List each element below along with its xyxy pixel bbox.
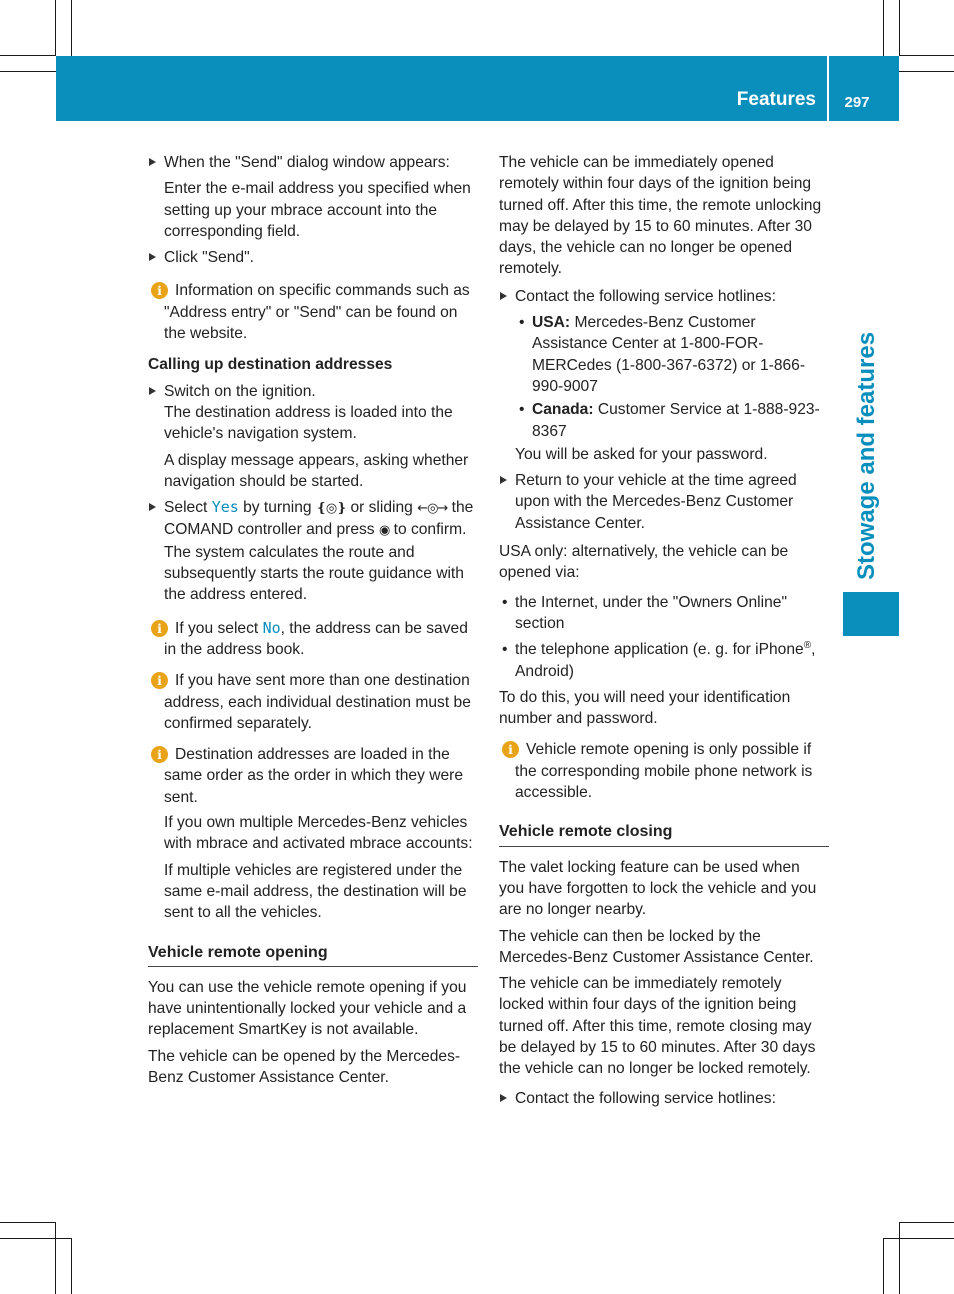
paragraph: The vehicle can be immediately remotely locked within four days of the ignition being turned off. After this time, remote closing may be delayed by 15 to 60 minutes. After 30 days the vehicle can no longer be locked remotely.	[499, 975, 816, 1078]
paragraph: You can use the vehicle remote opening if you have unintentionally locked your vehicle and a replacement SmartKey is not available.	[148, 978, 467, 1039]
instruction-step	[148, 497, 478, 542]
list-item-text: , Android)	[515, 641, 816, 680]
crop-mark	[899, 71, 954, 72]
right-column	[499, 152, 829, 1114]
instruction-step: Contact the following service hotlines:	[499, 286, 829, 307]
paragraph: The vehicle can then be locked by the Mercedes-Benz Customer Assistance Center.	[499, 927, 814, 966]
crop-mark	[0, 1222, 56, 1223]
list-item-text: the telephone application (e. g. for iPhone	[515, 641, 804, 659]
step-text: the COMAND controller and press	[164, 499, 474, 539]
note-text: If you select	[175, 619, 259, 637]
list-item	[499, 639, 829, 682]
region-label: Canada:	[532, 401, 594, 419]
list-item	[499, 399, 829, 442]
list-item: • the Internet, under the "Owners Online" section	[499, 592, 829, 635]
note-text: , the address can be saved in the address book.	[164, 619, 468, 658]
info-note	[499, 739, 829, 803]
step-detail: The system calculates the route and subsequently starts the route guidance with the address entered.	[164, 543, 464, 604]
chapter-tab-marker	[843, 592, 899, 636]
info-icon: i	[151, 282, 168, 299]
crop-mark	[55, 0, 56, 56]
step-text: by turning	[243, 499, 312, 517]
info-icon: i	[151, 672, 168, 689]
step-text: to confirm.	[393, 521, 467, 539]
page-title: Features	[736, 89, 816, 110]
step-detail: A display message appears, asking whether navigation should be started.	[164, 451, 469, 490]
section-heading: Vehicle remote opening	[148, 942, 478, 967]
paragraph: The vehicle can be immediately opened remotely within four days of the ignition being turned off. After this time, the remote unlocking may be delayed by 15 to 60 minutes. After 30 days, the vehicle can no longer be opened remotely.	[499, 154, 822, 278]
slide-controller-icon: ←◎→	[417, 501, 448, 517]
subheading: Calling up destination addresses	[148, 356, 393, 374]
list-item	[499, 312, 829, 397]
instruction-step: When the "Send" dialog window appears:	[148, 152, 478, 173]
crop-mark	[899, 0, 900, 56]
instruction-step: Contact the following service hotlines:	[499, 1088, 829, 1109]
note-text: Information on specific commands such as "Address entry" or "Send" can be found on the website.	[164, 282, 470, 343]
info-note	[148, 744, 478, 808]
region-label: USA:	[532, 314, 571, 332]
section-heading: Vehicle remote closing	[499, 821, 829, 846]
note-detail: If multiple vehicles are registered under the same e-mail address, the destination will be sent to all the vehicles.	[164, 861, 467, 922]
crop-mark	[0, 1238, 72, 1239]
crop-mark	[899, 55, 954, 56]
display-option-no: No	[262, 618, 281, 637]
press-controller-icon: ◉	[378, 523, 390, 539]
list-item-text: Mercedes-Benz Customer Assistance Center at 1-800-FOR-MERCedes (1-800-367-6372) or 1-866-990-9007	[532, 314, 806, 395]
note-detail: If you own multiple Mercedes-Benz vehicles with mbrace and activated mbrace accounts:	[164, 814, 473, 853]
info-note	[148, 280, 478, 344]
instruction-step: Return to your vehicle at the time agreed upon with the Mercedes-Benz Customer Assistance Center.	[499, 470, 829, 534]
crop-mark	[71, 1238, 72, 1294]
crop-mark	[0, 71, 56, 72]
step-detail: The destination address is loaded into the vehicle's navigation system.	[164, 403, 453, 443]
instruction-step: Click "Send".	[148, 247, 478, 268]
turn-controller-icon: ❴◎❵	[315, 501, 347, 517]
note-text: If you have sent more than one destination address, each individual destination must be confirmed separately.	[164, 672, 471, 732]
list-item-text: Customer Service at 1-888-923-8367	[532, 401, 820, 440]
crop-mark	[883, 1238, 884, 1294]
step-text: or sliding	[350, 499, 413, 517]
crop-mark	[0, 55, 56, 56]
crop-mark	[55, 1222, 56, 1294]
header-divider	[827, 56, 829, 121]
info-icon: i	[502, 741, 519, 758]
note-text: Destination addresses are loaded in the same order as the order in which they were sent.	[164, 746, 464, 806]
paragraph: To do this, you will need your identification number and password.	[499, 688, 791, 728]
display-option-yes: Yes	[211, 498, 239, 517]
crop-mark	[883, 0, 884, 56]
step-text: Select	[164, 499, 208, 517]
crop-mark	[899, 1222, 954, 1223]
crop-mark	[883, 1238, 954, 1239]
paragraph: The valet locking feature can be used when you have forgotten to lock the vehicle and you are no longer nearby.	[499, 858, 817, 919]
left-column	[148, 152, 478, 1093]
paragraph: USA only: alternatively, the vehicle can be opened via:	[499, 543, 789, 582]
crop-mark	[71, 0, 72, 56]
page-number: 297	[844, 94, 870, 111]
step-detail: You will be asked for your password.	[515, 445, 768, 463]
step-text: Switch on the ignition.	[164, 382, 316, 400]
crop-mark	[899, 1222, 900, 1294]
chapter-tab-label: Stowage and features	[853, 331, 880, 580]
info-note	[148, 670, 478, 734]
instruction-step	[148, 381, 478, 402]
info-icon: i	[151, 620, 168, 637]
note-text: Vehicle remote opening is only possible if the corresponding mobile phone network is accessible.	[515, 741, 813, 802]
info-icon: i	[151, 746, 168, 763]
registered-mark: ®	[803, 640, 812, 652]
info-note	[148, 618, 478, 661]
step-detail: Enter the e-mail address you specified when setting up your mbrace account into the corresponding field.	[164, 180, 471, 240]
paragraph: The vehicle can be opened by the Mercedes-Benz Customer Assistance Center.	[148, 1047, 461, 1086]
